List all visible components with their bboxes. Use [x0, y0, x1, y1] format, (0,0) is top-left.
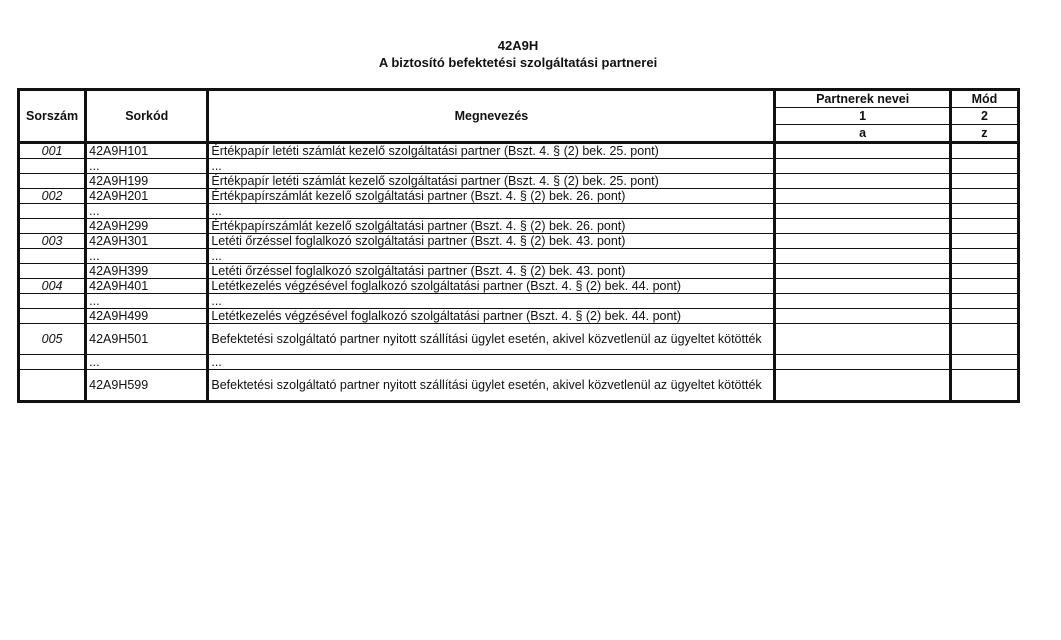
- cell-mod: [950, 370, 1018, 402]
- cell-sorkod: 42A9H499: [86, 309, 208, 324]
- cell-partnerek-nevei: [775, 324, 950, 355]
- document-code: 42A9H: [497, 38, 539, 53]
- header-sorszam: Sorszám: [19, 90, 86, 143]
- cell-sorszam: 005: [19, 324, 86, 355]
- cell-megnevezes: Letéti őrzéssel foglalkozó szolgáltatási partner (Bszt. 4. § (2) bek. 43. pont): [208, 234, 775, 249]
- cell-megnevezes: Értékpapír letéti számlát kezelő szolgáltatási partner (Bszt. 4. § (2) bek. 25. pont): [208, 174, 775, 189]
- cell-partnerek-nevei: [775, 219, 950, 234]
- cell-partnerek-nevei: [775, 294, 950, 309]
- table-row: [19, 264, 1019, 279]
- cell-sorszam: [19, 264, 86, 279]
- cell-sorszam: [19, 355, 86, 370]
- cell-mod: [950, 264, 1018, 279]
- cell-sorkod: ...: [86, 204, 208, 219]
- cell-megnevezes: ...: [208, 249, 775, 264]
- cell-partnerek-nevei: [775, 174, 950, 189]
- header-col1-letter: a: [775, 125, 950, 143]
- cell-partnerek-nevei: [775, 370, 950, 402]
- cell-sorkod: ...: [86, 249, 208, 264]
- cell-partnerek-nevei: [775, 143, 950, 159]
- cell-sorkod: 42A9H299: [86, 219, 208, 234]
- cell-partnerek-nevei: [775, 355, 950, 370]
- cell-sorkod: 42A9H199: [86, 174, 208, 189]
- cell-mod: [950, 355, 1018, 370]
- cell-megnevezes: Letéti őrzéssel foglalkozó szolgáltatási partner (Bszt. 4. § (2) bek. 43. pont): [208, 264, 775, 279]
- cell-sorkod: 42A9H101: [86, 143, 208, 159]
- cell-partnerek-nevei: [775, 309, 950, 324]
- header-sorkod: Sorkód: [86, 90, 208, 143]
- cell-megnevezes: Letétkezelés végzésével foglalkozó szolgáltatási partner (Bszt. 4. § (2) bek. 44. pont): [208, 279, 775, 294]
- cell-partnerek-nevei: [775, 159, 950, 174]
- table-header: [19, 90, 1019, 143]
- header-col1-number: 1: [775, 108, 950, 125]
- cell-megnevezes: ...: [208, 204, 775, 219]
- cell-mod: [950, 279, 1018, 294]
- cell-megnevezes: Befektetési szolgáltató partner nyitott szállítási ügylet esetén, akivel közvetlenül az ügyeltet kötötték: [208, 370, 775, 402]
- cell-mod: [950, 143, 1018, 159]
- cell-sorszam: 001: [19, 143, 86, 159]
- cell-mod: [950, 249, 1018, 264]
- table-row: [19, 370, 1019, 402]
- cell-sorszam: [19, 174, 86, 189]
- table-row: [19, 294, 1019, 309]
- cell-mod: [950, 294, 1018, 309]
- cell-sorszam: [19, 294, 86, 309]
- cell-sorszam: 003: [19, 234, 86, 249]
- cell-sorkod: 42A9H399: [86, 264, 208, 279]
- cell-sorkod: 42A9H301: [86, 234, 208, 249]
- cell-sorszam: 004: [19, 279, 86, 294]
- cell-mod: [950, 204, 1018, 219]
- cell-megnevezes: ...: [208, 355, 775, 370]
- cell-mod: [950, 309, 1018, 324]
- cell-megnevezes: Értékpapír letéti számlát kezelő szolgáltatási partner (Bszt. 4. § (2) bek. 25. pont): [208, 143, 775, 159]
- cell-megnevezes: Letétkezelés végzésével foglalkozó szolgáltatási partner (Bszt. 4. § (2) bek. 44. pont): [208, 309, 775, 324]
- partners-table: [17, 88, 1020, 403]
- table-row: [19, 309, 1019, 324]
- table-row: [19, 279, 1019, 294]
- cell-megnevezes: ...: [208, 159, 775, 174]
- cell-mod: [950, 219, 1018, 234]
- cell-sorkod: 42A9H501: [86, 324, 208, 355]
- cell-megnevezes: Befektetési szolgáltató partner nyitott szállítási ügylet esetén, akivel közvetlenül az ügyeltet kötötték: [208, 324, 775, 355]
- header-col2-number: 2: [950, 108, 1018, 125]
- cell-sorkod: 42A9H201: [86, 189, 208, 204]
- table-row: [19, 159, 1019, 174]
- header-col2-letter: z: [950, 125, 1018, 143]
- table-row: [19, 174, 1019, 189]
- cell-sorkod: ...: [86, 294, 208, 309]
- header-partnerek-nevei: Partnerek nevei: [775, 90, 950, 108]
- cell-partnerek-nevei: [775, 264, 950, 279]
- cell-sorszam: 002: [19, 189, 86, 204]
- table-row: [19, 249, 1019, 264]
- header-mod: Mód: [950, 90, 1018, 108]
- cell-sorkod: ...: [86, 159, 208, 174]
- table-row: [19, 355, 1019, 370]
- cell-partnerek-nevei: [775, 189, 950, 204]
- table-row: [19, 324, 1019, 355]
- cell-mod: [950, 234, 1018, 249]
- table-row: [19, 189, 1019, 204]
- cell-mod: [950, 174, 1018, 189]
- cell-megnevezes: Értékpapírszámlát kezelő szolgáltatási partner (Bszt. 4. § (2) bek. 26. pont): [208, 219, 775, 234]
- cell-mod: [950, 159, 1018, 174]
- cell-sorszam: [19, 249, 86, 264]
- table-row: [19, 234, 1019, 249]
- cell-partnerek-nevei: [775, 204, 950, 219]
- cell-sorszam: [19, 159, 86, 174]
- table-row: [19, 143, 1019, 159]
- table-row: [19, 219, 1019, 234]
- cell-partnerek-nevei: [775, 234, 950, 249]
- table-body: [19, 143, 1019, 402]
- cell-megnevezes: ...: [208, 294, 775, 309]
- cell-partnerek-nevei: [775, 249, 950, 264]
- cell-sorszam: [19, 370, 86, 402]
- cell-sorkod: ...: [86, 355, 208, 370]
- cell-partnerek-nevei: [775, 279, 950, 294]
- cell-sorszam: [19, 204, 86, 219]
- table-row: [19, 204, 1019, 219]
- header-megnevezes: Megnevezés: [208, 90, 775, 143]
- cell-mod: [950, 324, 1018, 355]
- cell-mod: [950, 189, 1018, 204]
- document-title: A biztosító befektetési szolgáltatási partnerei: [378, 55, 658, 70]
- cell-sorszam: [19, 219, 86, 234]
- cell-sorszam: [19, 309, 86, 324]
- cell-megnevezes: Értékpapírszámlát kezelő szolgáltatási partner (Bszt. 4. § (2) bek. 26. pont): [208, 189, 775, 204]
- cell-sorkod: 42A9H401: [86, 279, 208, 294]
- cell-sorkod: 42A9H599: [86, 370, 208, 402]
